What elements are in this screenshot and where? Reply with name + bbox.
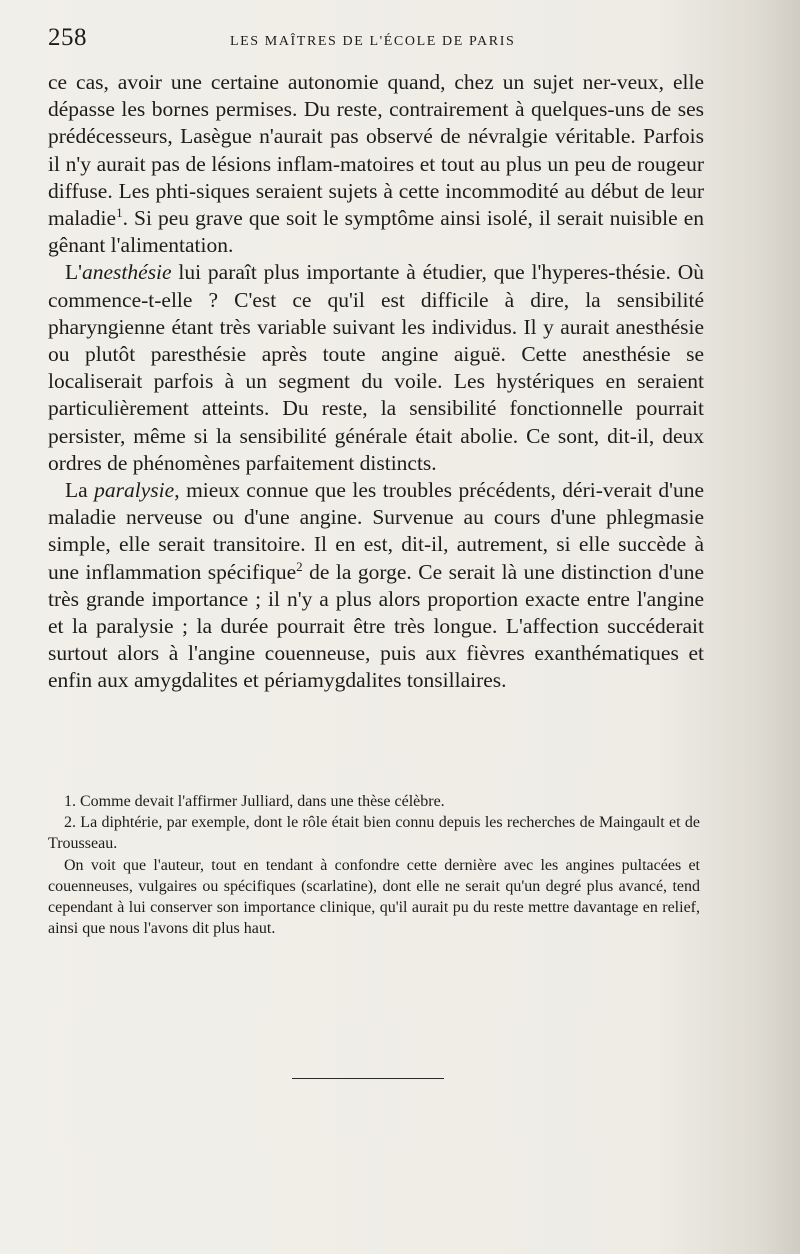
footnotes	[48, 791, 700, 939]
running-head	[48, 22, 708, 62]
paragraph-text: de la gorge. Ce serait là une distinction d'une très grande importance ; il n'y a plus alors proportion exacte entre l'angine et la paralysie ; la durée pourrait être très longue. L'affection succéderait surtout alors à l'angine couenneuse, puis aux fièvres exanthématiques et enfin aux amygdalites et périamygdalites tonsillaires.	[48, 559, 704, 693]
paragraph-text: ce cas, avoir une certaine autonomie quand, chez un sujet ner-veux, elle dépasse les bornes permises. Du reste, contrairement à quelques-uns de ses prédécesseurs, Lasègue n'aurait pas observé de névralgie véritable. Parfois il n'y aurait pas de lésions inflam-matoires et tout au plus un peu de rougeur diffuse. Les phti-siques seraient sujets à cette incommodité au début de leur maladie	[48, 70, 704, 231]
paragraph	[48, 477, 704, 695]
lead-prefix: L'	[65, 260, 83, 285]
end-rule	[292, 1078, 444, 1079]
footnote: 2. La diphtérie, par exemple, dont le rôle était bien connu depuis les recherches de Maingault et de Trousseau.	[48, 814, 700, 853]
paragraph	[48, 259, 704, 477]
footnote-ref: 2	[296, 558, 303, 574]
footnote: 1. Comme devait l'affirmer Julliard, dans une thèse célèbre.	[64, 793, 445, 810]
italic-term: paralysie	[94, 478, 175, 503]
paragraph-text: . Si peu grave que soit le symptôme ainsi isolé, il serait nuisible en gênant l'alimentation.	[48, 206, 704, 258]
italic-term: anesthésie	[82, 260, 172, 285]
body-text	[48, 69, 704, 695]
page-number: 258	[48, 24, 87, 51]
paragraph	[48, 69, 704, 259]
footnote-ref: 1	[116, 205, 123, 221]
lead-prefix: La	[65, 478, 95, 503]
running-title: LES MAÎTRES DE L'ÉCOLE DE PARIS	[230, 34, 516, 49]
footnote: On voit que l'auteur, tout en tendant à confondre cette dernière avec les angines pultacées et couenneuses, vulgaires ou spécifiques (scarlatine), dont elle ne serait qu'un degré plus avancé, tend cependant à lui conserver son importance clinique, qu'il aurait pu du reste mettre davantage en relief, ainsi que nous l'avons dit plus haut.	[48, 856, 700, 938]
paragraph-text: , mieux connue que les troubles précédents, déri-verait d'une maladie nerveuse ou d'une angine. Survenue au cours d'une phlegmasie simple, elle serait transitoire. Il en est, dit-il, autrement, si elle succède à une inflammation spécifique	[48, 478, 704, 584]
paragraph-text: lui paraît plus importante à étudier, que l'hyperes-thésie. Où commence-t-elle ? C'est ce qu'il est difficile à dire, la sensibilité pharyngienne étant très variable suivant les individus. Il y aurait anesthésie ou plutôt paresthésie après toute angine aiguë. Cette anesthésie se localiserait parfois à un segment du voile. Les hystériques en seraient particulièrement atteints. Du reste, la sensibilité fonctionnelle pourrait persister, même si la sensibilité générale était abolie. Ce sont, dit-il, deux ordres de phénomènes parfaitement distincts.	[48, 260, 704, 475]
